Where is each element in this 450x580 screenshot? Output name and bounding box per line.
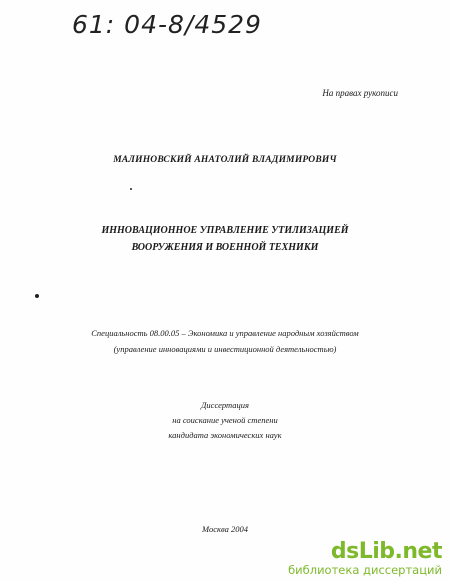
scan-speck xyxy=(130,188,132,190)
watermark-logo: dsLib.net xyxy=(330,538,442,564)
specialty-block xyxy=(0,325,450,357)
watermark-subtitle: библиотека диссертаций xyxy=(288,562,442,577)
scan-speck xyxy=(35,294,39,298)
place-and-year: Москва 2004 xyxy=(202,524,248,534)
degree-line-1: Диссертация xyxy=(201,400,249,410)
degree-line-3: кандидата экономических наук xyxy=(168,430,282,440)
specialty-line-1: Специальность 08.00.05 – Экономика и управление народным хозяйством xyxy=(91,328,359,338)
degree-block xyxy=(0,398,450,443)
manuscript-rights-note: На правах рукописи xyxy=(322,88,398,98)
watermark xyxy=(288,538,442,577)
title-line-2: ВООРУЖЕНИЯ И ВОЕННОЙ ТЕХНИКИ xyxy=(131,242,319,253)
author-name: МАЛИНОВСКИЙ АНАТОЛИЙ ВЛАДИМИРОВИЧ xyxy=(113,155,337,165)
handwritten-archive-number: 61: 04-8/4529 xyxy=(72,10,262,39)
title-line-1: ИННОВАЦИОННОЕ УПРАВЛЕНИЕ УТИЛИЗАЦИЕЙ xyxy=(101,225,349,236)
specialty-line-2: (управление инновациями и инвестиционной деятельностью) xyxy=(113,344,337,354)
degree-line-2: на соискание ученой степени xyxy=(172,415,278,425)
dissertation-title xyxy=(0,222,450,256)
